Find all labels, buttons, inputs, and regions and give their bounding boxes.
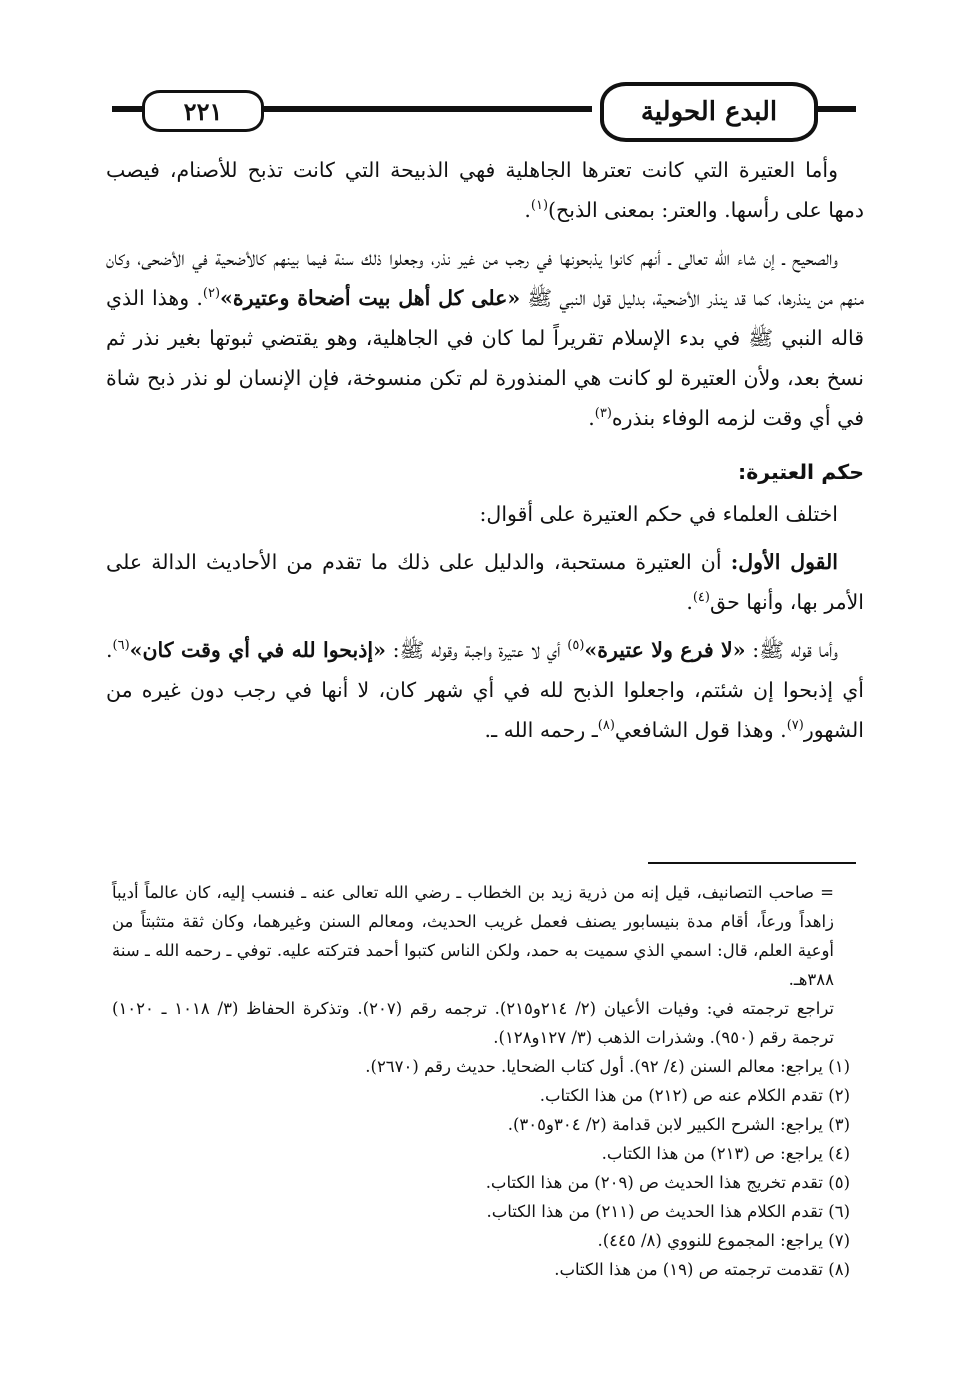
paragraph-scholars-differ: اختلف العلماء في حكم العتيرة على أقوال: <box>479 502 838 526</box>
footnote-ref-6: (٦) <box>112 638 130 654</box>
header-rule-middle <box>262 106 592 112</box>
section-heading: حكم العتيرة: <box>738 460 864 484</box>
footnote-4: (٤) يراجع: ص (٢١٣) من هذا الكتاب. <box>601 1144 850 1163</box>
running-title: البدع الحولية <box>600 82 818 142</box>
page-number: ٢٢١ <box>142 90 264 132</box>
footnote-separator <box>648 862 856 864</box>
paragraph-correct-view <box>106 238 864 438</box>
footnote-ref-7: (٧) <box>786 718 804 734</box>
footnote-ref-2: (٢) <box>202 286 221 302</box>
paragraph-text: أي لا عتيرة واجبة وقوله ﷺ: <box>385 638 568 662</box>
footnote-ref-4: (٤) <box>692 590 710 606</box>
hadith-quote: «على كل أهل بيت أضحاة وعتيرة» <box>220 286 521 310</box>
hadith-quote: «إذبحوا لله في أي وقت كان» <box>129 638 386 662</box>
footnote-ref-1: (١) <box>530 198 549 214</box>
footnotes <box>112 878 858 1284</box>
paragraph-text: . وهذا قول الشافعي <box>614 718 787 742</box>
paragraph-text: وأما قوله ﷺ: <box>745 638 838 662</box>
footnote-6: (٦) تقدم الكلام هذا الحديث ص (٢١١) من هذا الكتاب. <box>486 1202 850 1221</box>
footnote-ref-5: (٥) <box>567 638 585 654</box>
footnote-7: (٧) يراجع: المجموع للنووي (٨/ ٤٤٥). <box>597 1231 850 1250</box>
paragraph-end: . <box>588 406 595 430</box>
footnote-3: (٣) يراجع: الشرح الكبير لابن قدامة (٢/ ٣٠٤و٣٠٥). <box>507 1115 850 1134</box>
paragraph-text: والصحيح ـ إن شاء الله تعالى ـ أنهم كانوا يذبحونها في رجب من غير نذر، وجعلوا ذلك سنة فيما بينهم كالأضحية في الأضحى، وكان منهم من ينذرها، كما قد ينذر الأضحية، بدليل قول النبي ﷺ <box>106 246 864 310</box>
footnote-5: (٥) تقدم تخريج هذا الحديث ص (٢٠٩) من هذا الكتاب. <box>485 1173 850 1192</box>
footnote-ref-8: (٨) <box>597 718 615 734</box>
hadith-quote: «لا فرع ولا عتيرة» <box>584 638 746 662</box>
paragraph-text: . أي إذبحوا إن شئتم، واجعلوا الذبح لله في أي شهر كان، لا أنها في رجب دون غيره من الشهور <box>106 638 864 742</box>
paragraph-text: أن العتيرة مستحبة، والدليل على ذلك ما تقدم من الأحاديث الدالة على الأمر بها، وأنها حق <box>106 550 864 614</box>
footnote-ref-3: (٣) <box>594 406 612 422</box>
paragraph-end: . <box>524 198 531 222</box>
footnote-continuation: = صاحب التصانيف، قيل إنه من ذرية زيد بن الخطاب ـ رضي الله تعالى عنه ـ فنسب إليه، كان عالماً أديباً زاهداً ورعاً، أقام مدة بنيسابور يصنف فعمل غريب الحديث، ومعالم السنن وغيرهما، وكان ثقة متثبتاً من أوعية العلم، قال: اسمي الذي سميت به حمد، ولكن الناس كتبوا أحمد فتركته عليه. توفي ـ رحمه الله ـ سنة ٣٨٨هـ. <box>112 883 834 989</box>
main-text <box>106 150 864 750</box>
footnote-1: (١) يراجع: معالم السنن (٤/ ٩٢). أول كتاب الضحايا. حديث رقم (٢٦٧٠). <box>365 1057 850 1076</box>
paragraph-text: وأما العتيرة التي كانت تعترها الجاهلية فهي الذبيحة التي كانت تذبح للأصنام، فيصب دمها على رأسها. والعتر: بمعنى الذبح) <box>106 158 864 222</box>
paragraph-hadith-discussion <box>106 630 864 750</box>
paragraph-first-opinion <box>106 542 864 622</box>
footnote-2: (٢) تقدم الكلام عنه ص (٢١٢) من هذا الكتاب. <box>539 1086 850 1105</box>
paragraph-text: ـ رحمه الله ـ. <box>484 718 598 742</box>
page-header <box>112 70 852 150</box>
opinion-label: القول الأول: <box>730 550 838 574</box>
footnote-8: (٨) تقدمت ترجمته ص (١٩) من هذا الكتاب. <box>554 1260 850 1279</box>
paragraph-atira-definition <box>106 150 864 230</box>
header-rule-right <box>816 106 856 112</box>
paragraph-text: . وهذا الذي قاله النبي ﷺ في بدء الإسلام تقريراً لما كان في الجاهلية، وهو يقتضي ثبوتها بغير نذر ثم نسخ بعد، ولأن العتيرة لو كانت هي المنذورة لم تكن منسوخة، فإن الإنسان لو نذر ذبح شاة في أي وقت لزمه الوفاء بنذره <box>106 286 864 430</box>
paragraph-end: . <box>686 590 693 614</box>
footnote-continuation-sources: تراجع ترجمته في: وفيات الأعيان (٢/ ٢١٤و٢١٥). ترجمه رقم (٢٠٧). وتذكرة الحفاظ (٣/ ١٠١٨ ـ ١٠٢٠) ترجمة رقم (٩٥٠). وشذرات الذهب (٣/ ١٢٧و١٢٨). <box>112 999 835 1047</box>
